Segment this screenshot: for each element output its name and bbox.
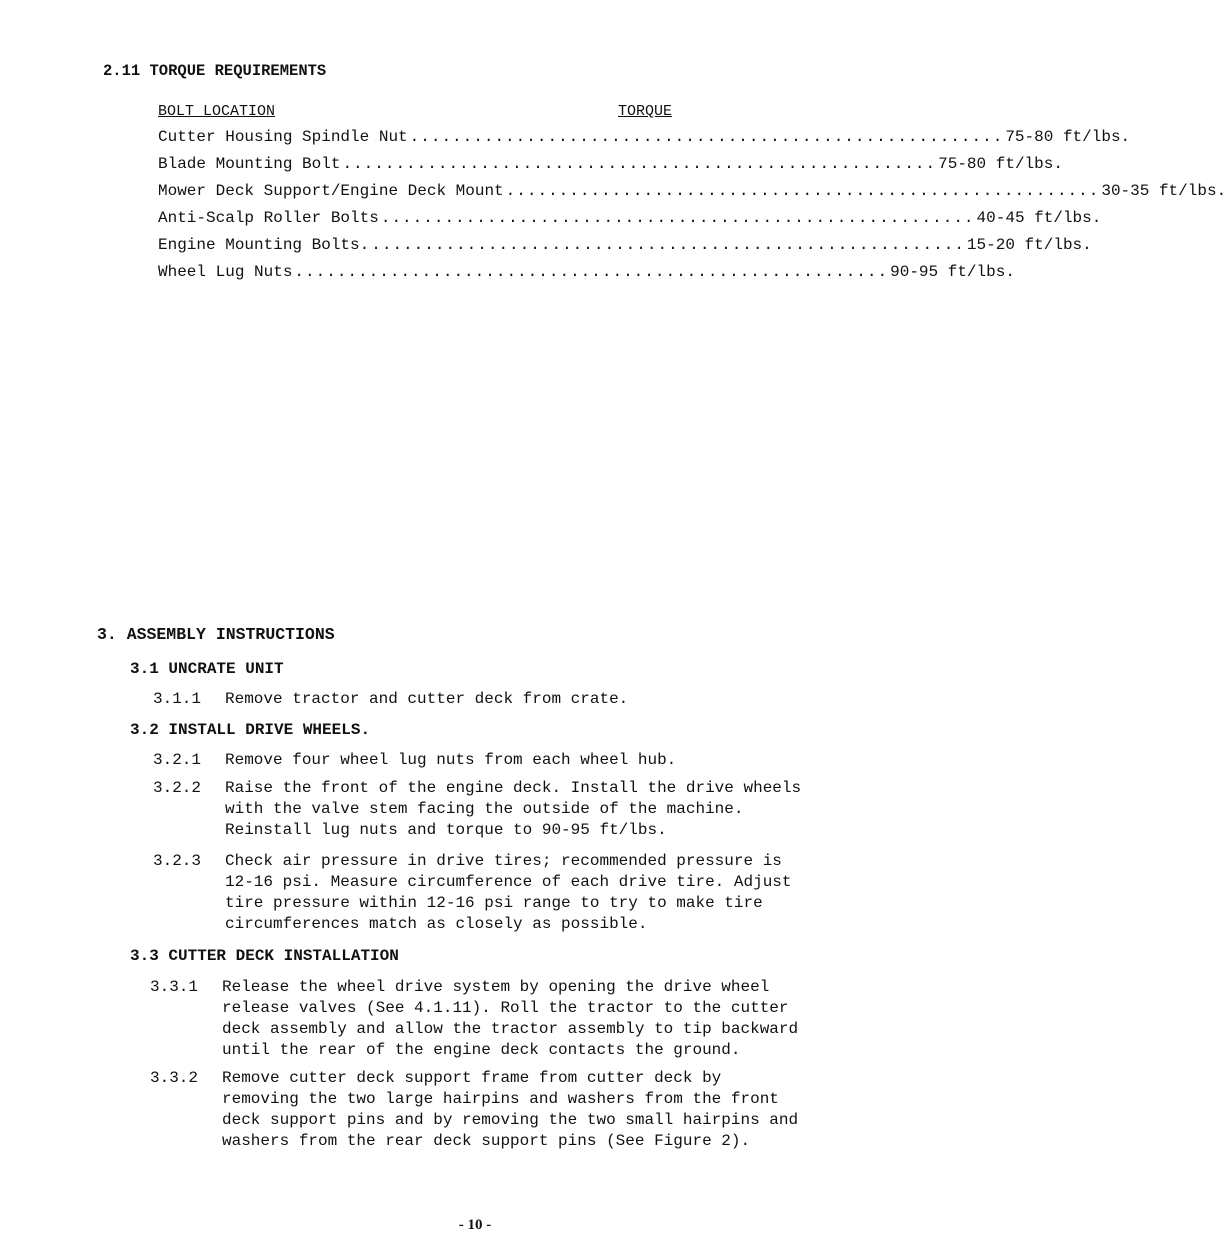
bolt-location: Cutter Housing Spindle Nut <box>158 128 408 146</box>
step-text: Check air pressure in drive tires; recommended pressure is 12-16 psi. Measure circumference of each drive tire. Adjust tire pressure within 12-16 psi range to try to make tire circumferences match as closely as possible. <box>225 852 792 933</box>
dot-leader: ........................................................ <box>409 128 1004 146</box>
bolt-location: Anti-Scalp Roller Bolts <box>158 209 379 227</box>
torque-value: 90-95 ft/lbs. <box>890 263 1015 281</box>
step-text: Remove cutter deck support frame from cutter deck by removing the two large hairpins and washers from the front deck support pins and by removing the two small hairpins and washers from the rear deck support pins (See Figure 2). <box>222 1069 799 1150</box>
torque-value: 40-45 ft/lbs. <box>976 209 1102 227</box>
torque-value: 75-80 ft/lbs. <box>938 155 1063 173</box>
bolt-location: Blade Mounting Bolt <box>158 155 341 173</box>
step-number: 3.1.1 <box>153 690 202 708</box>
table-row <box>158 128 1131 155</box>
page-number: - 10 - <box>458 1217 492 1233</box>
dot-leader: ........................................................ <box>505 182 1100 200</box>
torque-value: 75-80 ft/lbs. <box>1005 128 1131 146</box>
step-number: 3.2.1 <box>153 751 202 769</box>
step-number: 3.2.2 <box>153 779 202 797</box>
table-row <box>158 209 1102 236</box>
dot-leader: ........................................................ <box>342 155 937 173</box>
torque-table <box>158 128 1226 290</box>
step-number: 3.2.3 <box>153 852 202 870</box>
step-text: Remove tractor and cutter deck from crate. <box>225 690 629 708</box>
bolt-location: Wheel Lug Nuts <box>158 263 293 281</box>
torque-value: 15-20 ft/lbs. <box>966 236 1092 254</box>
step-text: Release the wheel drive system by opening the drive wheel release valves (See 4.1.11). Roll the tractor to the cutter deck assembly and allow the tractor assembly to tip backward until the rear of the engine deck contacts the ground. <box>222 978 799 1059</box>
subsection-heading-cutter-deck: 3.3 CUTTER DECK INSTALLATION <box>130 947 399 965</box>
table-row <box>158 263 1015 290</box>
table-row <box>158 236 1092 263</box>
step-number: 3.3.2 <box>150 1069 199 1087</box>
dot-leader: ........................................................ <box>380 209 975 227</box>
step-text: Remove four wheel lug nuts from each wheel hub. <box>225 751 677 769</box>
column-header-torque: TORQUE <box>618 103 673 120</box>
dot-leader: ........................................................ <box>294 263 889 281</box>
bolt-location: Engine Mounting Bolts. <box>158 236 370 254</box>
section-heading-assembly: 3. ASSEMBLY INSTRUCTIONS <box>97 625 335 644</box>
dot-leader: ........................................................ <box>371 236 965 254</box>
torque-value: 30-35 ft/lbs. <box>1101 182 1226 200</box>
section-heading-torque: 2.11 TORQUE REQUIREMENTS <box>103 62 327 80</box>
subsection-heading-uncrate: 3.1 UNCRATE UNIT <box>130 660 284 678</box>
table-row <box>158 182 1226 209</box>
column-header-bolt-location: BOLT LOCATION <box>158 103 276 120</box>
step-text: Raise the front of the engine deck. Install the drive wheels with the valve stem facing the outside of the machine. Reinstall lug nuts and torque to 90-95 ft/lbs. <box>225 779 802 839</box>
step-number: 3.3.1 <box>150 978 199 996</box>
subsection-heading-drive-wheels: 3.2 INSTALL DRIVE WHEELS. <box>130 721 371 739</box>
table-row <box>158 155 1063 182</box>
bolt-location: Mower Deck Support/Engine Deck Mount <box>158 182 504 200</box>
